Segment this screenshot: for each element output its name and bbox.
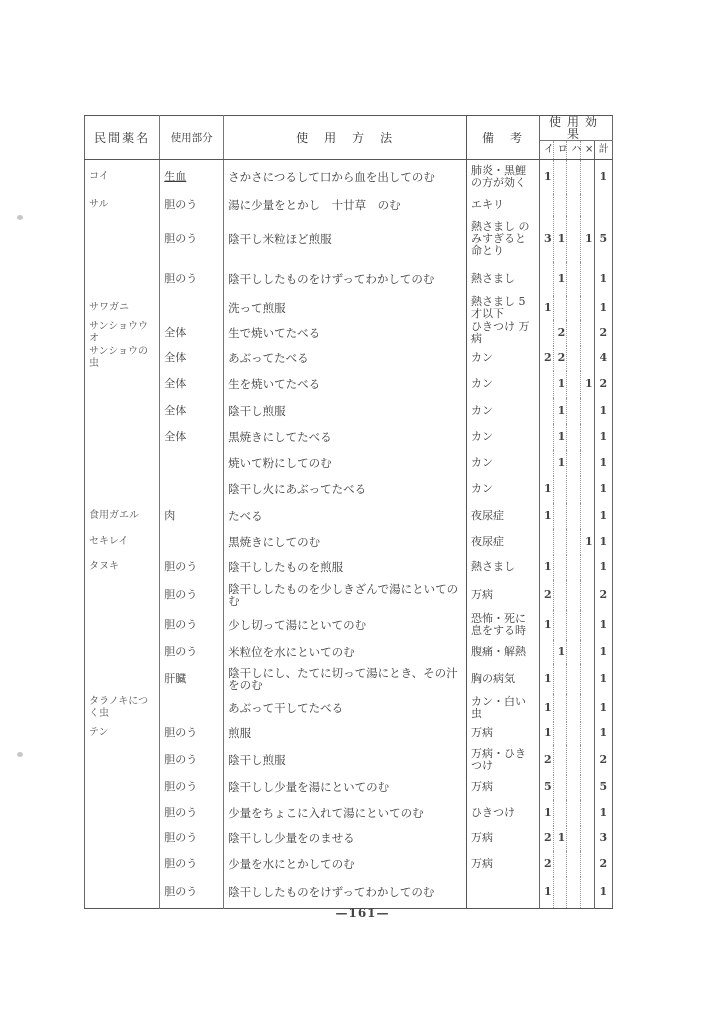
header-part: 使用部分 (160, 116, 224, 160)
cell-effect-total: 1 (594, 476, 612, 503)
cell-name: タヌキ (85, 555, 160, 580)
cell-effect-total (594, 194, 612, 216)
table-row (85, 320, 613, 346)
table-row (85, 664, 613, 694)
cell-effect-x (581, 722, 595, 745)
cell-part: 胆のう (160, 877, 224, 909)
cell-effect-ro: 1 (553, 216, 567, 262)
cell-effect-total: 2 (594, 745, 612, 775)
cell-part: 胆のう (160, 851, 224, 877)
cell-effect-total: 1 (594, 664, 612, 694)
cell-effect-x (581, 424, 595, 450)
cell-name (85, 664, 160, 694)
cell-effect-ro: 2 (553, 346, 567, 371)
cell-effect-x: 1 (585, 534, 593, 548)
cell-note: カン (467, 346, 540, 371)
cell-effect-i: 2 (540, 826, 554, 851)
cell-effect-ha (567, 262, 581, 296)
cell-method: 陰干ししたものをけずってわかしてのむ (224, 262, 467, 296)
cell-effect-i: 1 (540, 800, 554, 826)
cell-method: 陰干し米粒ほど煎服 (224, 216, 467, 262)
cell-note: カン (467, 371, 540, 398)
cell-effect-x (581, 160, 595, 194)
cell-effect-total: 2 (594, 320, 612, 346)
cell-effect-total: 5 (594, 775, 612, 800)
cell-method: 少量をちょこに入れて湯にといてのむ (224, 800, 467, 826)
cell-effect-total: 1 (594, 450, 612, 476)
cell-note: 胸の病気 (467, 664, 540, 694)
cell-effect-i: 2 (540, 346, 554, 371)
cell-part (160, 476, 224, 503)
table-row (85, 450, 613, 476)
cell-part (160, 694, 224, 722)
cell-effect-x (581, 262, 595, 296)
cell-effect-i: 1 (540, 555, 554, 580)
cell-name: サル (85, 194, 160, 216)
cell-effect-ro (553, 694, 567, 722)
cell-name (85, 775, 160, 800)
table-row (85, 503, 613, 529)
cell-effect-ha (567, 160, 581, 194)
cell-effect-ro (553, 476, 567, 503)
cell-effect-total: 2 (594, 580, 612, 610)
cell-effect-i (540, 529, 554, 555)
cell-method: 陰干ししたものを少しきざんで湯にといてのむ (224, 580, 467, 610)
cell-effect-i: 2 (540, 851, 554, 877)
cell-effect-ha (567, 640, 581, 664)
cell-effect-total: 2 (594, 371, 612, 398)
cell-effect-x (581, 398, 595, 424)
cell-effect-ha (567, 826, 581, 851)
cell-name (85, 800, 160, 826)
cell-note: 万病 (467, 580, 540, 610)
cell-name (85, 640, 160, 664)
cell-effect-i: 5 (540, 775, 554, 800)
cell-effect-total: 1 (594, 722, 612, 745)
table-row (85, 296, 613, 320)
cell-method: あぶって干してたべる (224, 694, 467, 722)
cell-method: たべる (224, 503, 467, 529)
cell-effect-ha (567, 555, 581, 580)
cell-effect-ro (553, 722, 567, 745)
scan-speck (17, 752, 23, 757)
cell-effect-x (581, 800, 595, 826)
cell-note: エキリ (467, 194, 540, 216)
cell-effect-x (581, 450, 595, 476)
cell-effect-total: 2 (594, 851, 612, 877)
cell-part: 胆のう (160, 216, 224, 262)
table-row (85, 398, 613, 424)
cell-part (160, 529, 224, 555)
cell-name (85, 371, 160, 398)
cell-effect-ha (567, 320, 581, 346)
cell-effect-ha (567, 346, 581, 371)
cell-method: 陰干しし少量をのませる (224, 826, 467, 851)
cell-effect-ha (567, 851, 581, 877)
table-row (85, 722, 613, 745)
table-row (85, 826, 613, 851)
cell-effect-i: 1 (540, 694, 554, 722)
cell-effect-total: 1 (594, 262, 612, 296)
cell-effect-ha (567, 694, 581, 722)
cell-effect-total: 4 (594, 346, 612, 371)
cell-effect-ha (567, 580, 581, 610)
table-row (85, 580, 613, 610)
cell-effect-i (540, 424, 554, 450)
cell-effect-i: 2 (540, 745, 554, 775)
cell-effect-i (540, 320, 554, 346)
cell-effect-ha (567, 503, 581, 529)
cell-effect-ro (553, 160, 567, 194)
cell-method: 黒焼きにしてのむ (224, 529, 467, 555)
cell-effect-ro (553, 503, 567, 529)
table-row (85, 877, 613, 909)
cell-part (160, 296, 224, 320)
cell-name (85, 476, 160, 503)
cell-effect-ro (553, 610, 567, 640)
cell-note: 万病 (467, 826, 540, 851)
cell-effect-x (581, 555, 595, 580)
cell-part: 胆のう (160, 722, 224, 745)
cell-effect-i (540, 450, 554, 476)
cell-note: 肺炎・黒鯉の方が効く (467, 160, 540, 194)
cell-method: 黒焼きにしてたべる (224, 424, 467, 450)
cell-effect-ha (567, 610, 581, 640)
cell-effect-ro (553, 194, 567, 216)
cell-method: 生を焼いてたべる (224, 371, 467, 398)
cell-effect-x (581, 320, 595, 346)
cell-method: 陰干し火にあぶってたべる (224, 476, 467, 503)
cell-effect-ro: 1 (553, 424, 567, 450)
cell-name (85, 262, 160, 296)
header-effect: 使用効果 (540, 116, 613, 141)
cell-effect-ha (567, 424, 581, 450)
cell-note: ひきつけ 万病 (467, 320, 540, 346)
cell-note: 恐怖・死に息をする時 (467, 610, 540, 640)
cell-name (85, 826, 160, 851)
cell-effect-x (581, 610, 595, 640)
table-row (85, 476, 613, 503)
cell-effect-x: 1 (585, 377, 593, 390)
cell-effect-i (540, 262, 554, 296)
cell-name: サンショウの虫 (85, 346, 160, 371)
cell-note: カン (467, 398, 540, 424)
cell-part: 胆のう (160, 775, 224, 800)
cell-effect-ha (567, 476, 581, 503)
cell-part: 胆のう (160, 826, 224, 851)
table-row (85, 555, 613, 580)
table-row (85, 529, 613, 555)
cell-note (467, 877, 540, 909)
cell-note: カン (467, 424, 540, 450)
cell-name (85, 398, 160, 424)
cell-effect-i (540, 398, 554, 424)
cell-effect-i: 3 (540, 216, 554, 262)
cell-effect-ha (567, 371, 581, 398)
cell-effect-total: 1 (594, 398, 612, 424)
table-row (85, 745, 613, 775)
cell-part: 胆のう (160, 745, 224, 775)
cell-note: 熱さまし 5才以下 (467, 296, 540, 320)
cell-effect-ha (567, 194, 581, 216)
cell-effect-i: 1 (540, 722, 554, 745)
cell-effect-i: 1 (540, 664, 554, 694)
cell-effect-ha (567, 450, 581, 476)
cell-method: 陰干しし少量を湯にといてのむ (224, 775, 467, 800)
table-row (85, 262, 613, 296)
cell-effect-x (581, 346, 595, 371)
cell-effect-x (581, 694, 595, 722)
cell-effect-ha (567, 216, 581, 262)
cell-effect-x (581, 194, 595, 216)
cell-effect-total: 1 (594, 610, 612, 640)
table-row (85, 424, 613, 450)
header-effect-x: × (581, 141, 595, 160)
cell-effect-x (581, 851, 595, 877)
cell-effect-ha (567, 664, 581, 694)
cell-part (160, 450, 224, 476)
table-row (85, 216, 613, 262)
scan-speck (17, 215, 23, 220)
cell-effect-i: 1 (540, 296, 554, 320)
cell-effect-x (581, 640, 595, 664)
cell-effect-i: 1 (540, 877, 554, 909)
cell-effect-i (540, 371, 554, 398)
header-note: 備 考 (467, 116, 540, 160)
header-name: 民間薬名 (85, 116, 160, 160)
cell-effect-ro: 1 (553, 640, 567, 664)
cell-part: 胆のう (160, 194, 224, 216)
header-effect-ro: ロ (553, 141, 567, 160)
cell-effect-ha (567, 800, 581, 826)
cell-note: 夜尿症 (467, 529, 540, 555)
table-row (85, 694, 613, 722)
cell-effect-total: 1 (594, 800, 612, 826)
cell-name (85, 450, 160, 476)
cell-note: ひきつけ (467, 800, 540, 826)
cell-note: 万病 (467, 722, 540, 745)
cell-effect-ro: 1 (553, 450, 567, 476)
cell-effect-ro (553, 580, 567, 610)
cell-effect-i: 1 (540, 476, 554, 503)
cell-effect-i (540, 640, 554, 664)
cell-effect-total: 3 (594, 826, 612, 851)
cell-note: 熱さまし のみすぎると命とり (467, 216, 540, 262)
cell-part: 生血 (160, 160, 224, 194)
cell-effect-x (581, 476, 595, 503)
cell-effect-ro (553, 745, 567, 775)
cell-method: さかさにつるして口から血を出してのむ (224, 160, 467, 194)
header-method: 使 用 方 法 (224, 116, 467, 160)
cell-method: 湯に少量をとかし 十廿草 のむ (224, 194, 467, 216)
cell-name: サワガニ (85, 296, 160, 320)
cell-note: 万病 (467, 851, 540, 877)
cell-name: 食用ガエル (85, 503, 160, 529)
table-body (85, 160, 613, 909)
cell-method: 陰干ししたものを煎服 (224, 555, 467, 580)
cell-part: 胆のう (160, 640, 224, 664)
cell-effect-ro (553, 529, 567, 555)
cell-name (85, 610, 160, 640)
cell-name (85, 877, 160, 909)
cell-effect-ha (567, 775, 581, 800)
cell-note: カン (467, 450, 540, 476)
cell-name (85, 851, 160, 877)
folk-medicine-table (84, 115, 613, 909)
table-row (85, 346, 613, 371)
cell-note: カン・白い虫 (467, 694, 540, 722)
cell-effect-ha (567, 398, 581, 424)
cell-effect-ro: 1 (553, 262, 567, 296)
cell-effect-i (540, 194, 554, 216)
cell-method: あぶってたべる (224, 346, 467, 371)
cell-effect-x (581, 826, 595, 851)
cell-effect-total: 1 (594, 555, 612, 580)
cell-effect-x (581, 745, 595, 775)
cell-effect-x (581, 503, 595, 529)
cell-part: 全体 (160, 320, 224, 346)
table-row (85, 371, 613, 398)
cell-note: 腹痛・解熱 (467, 640, 540, 664)
cell-part: 胆のう (160, 262, 224, 296)
cell-name: サンショウウオ (85, 320, 160, 346)
table-row (85, 160, 613, 194)
cell-note: 夜尿症 (467, 503, 540, 529)
cell-effect-ro (553, 800, 567, 826)
cell-effect-ha (567, 745, 581, 775)
cell-effect-total: 1 (594, 694, 612, 722)
page-number: —161— (335, 906, 390, 920)
cell-method: 煎服 (224, 722, 467, 745)
cell-effect-ro (553, 555, 567, 580)
cell-method: 洗って煎服 (224, 296, 467, 320)
cell-effect-i: 1 (540, 160, 554, 194)
cell-method: 少量を水にとかしてのむ (224, 851, 467, 877)
cell-method: 陰干し煎服 (224, 745, 467, 775)
header-effect-i: イ (540, 141, 554, 160)
cell-effect-ro (553, 851, 567, 877)
cell-name (85, 745, 160, 775)
table-row (85, 610, 613, 640)
table-row (85, 775, 613, 800)
cell-effect-ha (567, 529, 581, 555)
table-row (85, 851, 613, 877)
cell-name: コイ (85, 160, 160, 194)
cell-effect-x (581, 580, 595, 610)
cell-effect-ha (567, 296, 581, 320)
cell-effect-x (581, 775, 595, 800)
cell-effect-i: 1 (540, 610, 554, 640)
cell-effect-x (581, 664, 595, 694)
cell-part: 胆のう (160, 610, 224, 640)
cell-note: 熱さまし (467, 262, 540, 296)
cell-method: 生で焼いてたべる (224, 320, 467, 346)
cell-part: 胆のう (160, 800, 224, 826)
cell-effect-ro (553, 664, 567, 694)
cell-effect-total: 1 (594, 160, 612, 194)
cell-note: 熱さまし (467, 555, 540, 580)
cell-name: テン (85, 722, 160, 745)
table-row (85, 640, 613, 664)
cell-name: セキレイ (85, 529, 160, 555)
cell-effect-x (581, 296, 595, 320)
cell-effect-ha (567, 877, 581, 909)
cell-part: 全体 (160, 424, 224, 450)
cell-method: 焼いて粉にしてのむ (224, 450, 467, 476)
table-row (85, 194, 613, 216)
cell-effect-total: 1 (594, 296, 612, 320)
cell-effect-i: 2 (540, 580, 554, 610)
cell-effect-total: 1 (594, 640, 612, 664)
cell-method: 陰干し煎服 (224, 398, 467, 424)
cell-effect-i: 1 (540, 503, 554, 529)
cell-part: 肝臓 (160, 664, 224, 694)
cell-name: タラノキにつく虫 (85, 694, 160, 722)
cell-name (85, 424, 160, 450)
cell-part: 全体 (160, 371, 224, 398)
cell-effect-ha (567, 722, 581, 745)
header-effect-ha: ハ (567, 141, 581, 160)
cell-part: 胆のう (160, 580, 224, 610)
cell-effect-ro: 2 (553, 320, 567, 346)
cell-part: 肉 (160, 503, 224, 529)
cell-effect-total: 5 (594, 216, 612, 262)
cell-effect-total: 1 (594, 877, 612, 909)
cell-effect-total: 1 (594, 503, 612, 529)
cell-effect-total: 1 (594, 529, 612, 555)
cell-note: 万病・ひきつけ (467, 745, 540, 775)
cell-method: 米粒位を水にといてのむ (224, 640, 467, 664)
cell-part: 全体 (160, 398, 224, 424)
cell-effect-ro: 1 (553, 371, 567, 398)
cell-effect-x (581, 877, 595, 909)
cell-part: 胆のう (160, 555, 224, 580)
cell-effect-ro (553, 877, 567, 909)
cell-effect-ro: 1 (553, 826, 567, 851)
cell-name (85, 216, 160, 262)
cell-name (85, 580, 160, 610)
cell-method: 陰干ししたものをけずってわかしてのむ (224, 877, 467, 909)
cell-effect-total: 1 (594, 424, 612, 450)
cell-note: カン (467, 476, 540, 503)
cell-note: 万病 (467, 775, 540, 800)
cell-effect-ro: 1 (553, 398, 567, 424)
cell-effect-ro (553, 296, 567, 320)
cell-part: 全体 (160, 346, 224, 371)
table-row (85, 800, 613, 826)
cell-method: 陰干しにし、たてに切って湯にとき、その汁をのむ (224, 664, 467, 694)
cell-method: 少し切って湯にといてのむ (224, 610, 467, 640)
cell-effect-x: 1 (585, 231, 593, 245)
cell-effect-ro (553, 775, 567, 800)
header-effect-total: 計 (594, 141, 612, 160)
